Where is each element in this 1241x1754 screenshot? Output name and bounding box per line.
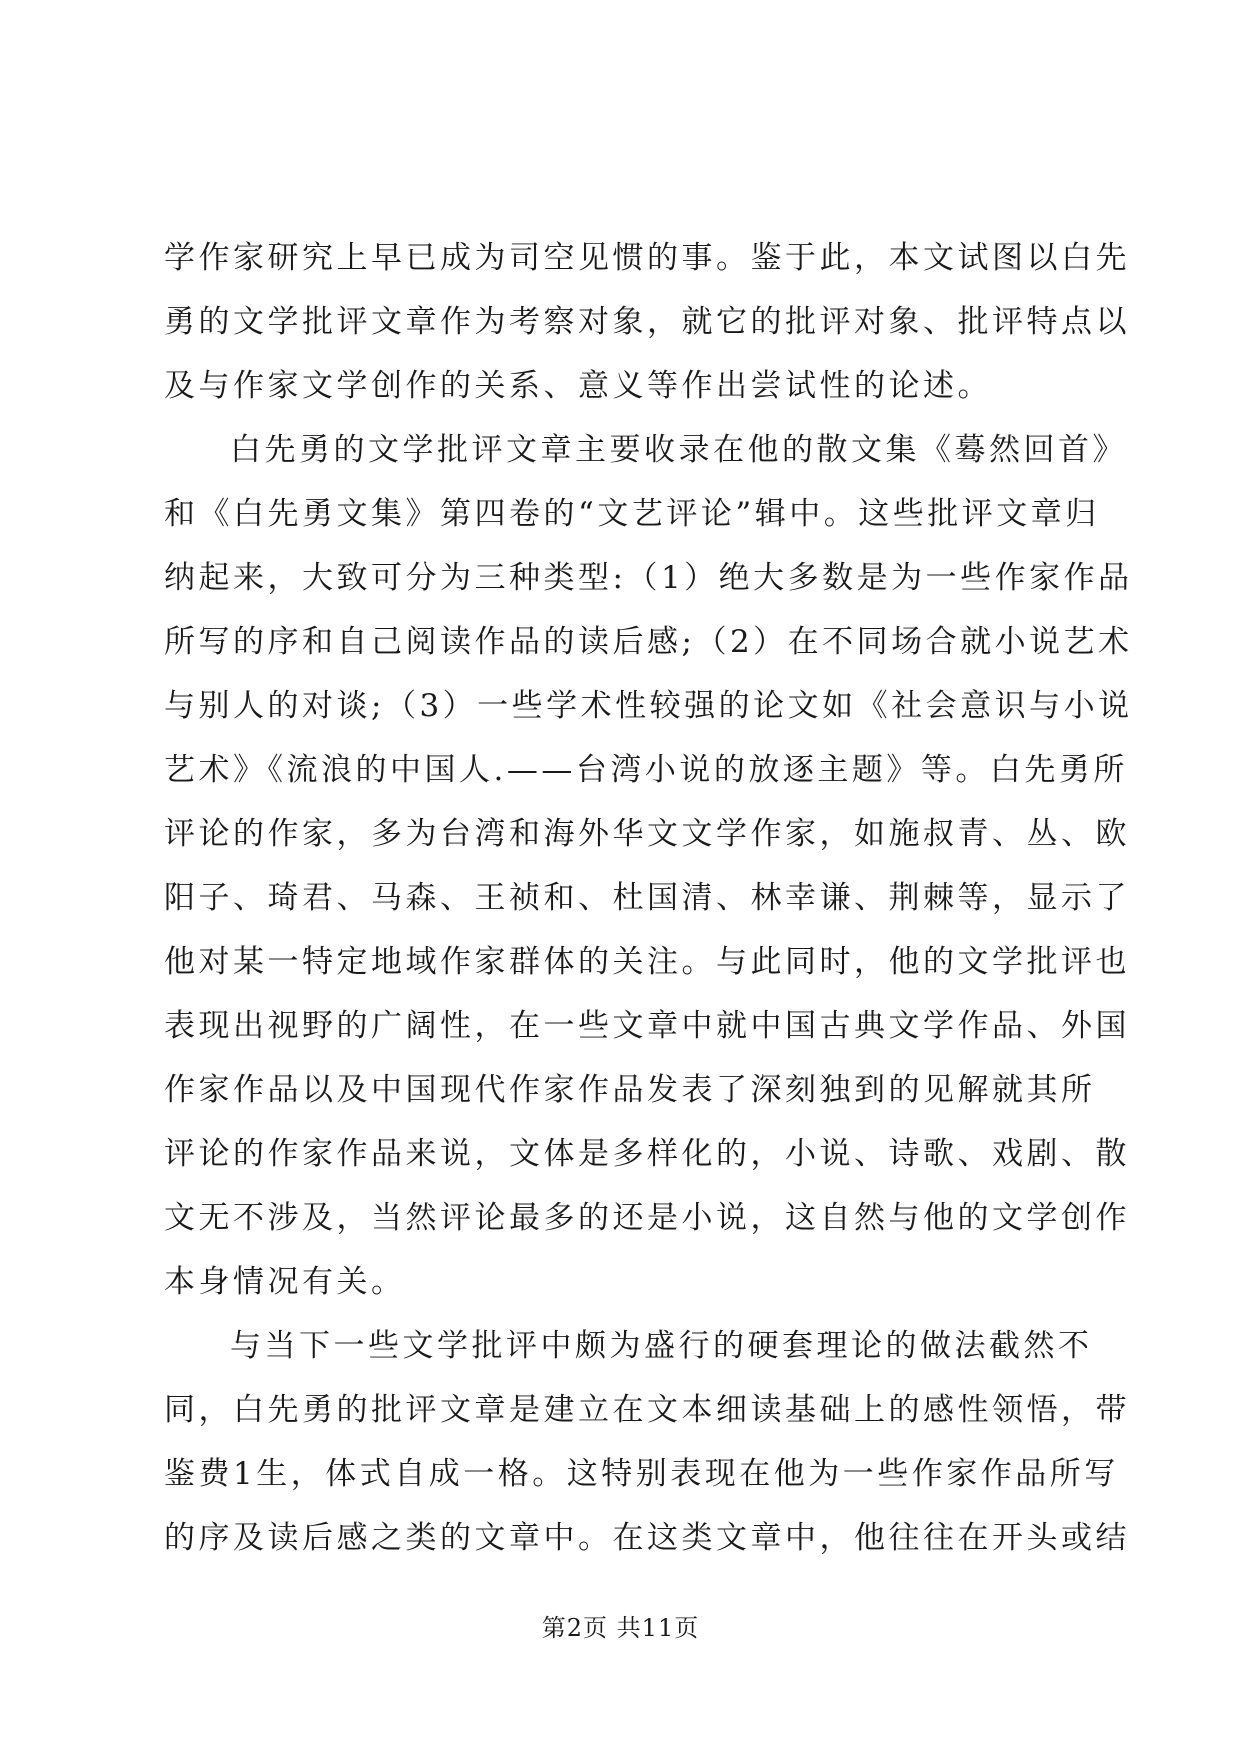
text-line: 所写的序和自己阅读作品的读后感;（2）在不同场合就小说艺术 xyxy=(164,624,1133,660)
paragraph-start-line: 与当下一些文学批评中颇为盛行的硬套理论的做法截然不 xyxy=(230,1328,1093,1364)
page-number-footer: 第2页 共11页 xyxy=(541,1614,700,1642)
text-line: 与别人的对谈;（3）一些学术性较强的论文如《社会意识与小说 xyxy=(164,688,1133,724)
text-line: 同，白先勇的批评文章是建立在文本细读基础上的感性领悟，带 xyxy=(164,1392,1130,1428)
text-line: 评论的作家，多为台湾和海外华文文学作家，如施叔青、丛、欧 xyxy=(164,816,1130,852)
text-line: 纳起来，大致可分为三种类型:（1）绝大多数是为一些作家作品 xyxy=(164,560,1133,596)
text-line: 他对某一特定地域作家群体的关注。与此同时，他的文学批评也 xyxy=(164,944,1130,980)
body-text xyxy=(164,226,1133,1570)
text-line: 阳子、琦君、马森、王祯和、杜国清、林幸谦、荆棘等，显示了 xyxy=(164,880,1130,916)
text-line: 及与作家文学创作的关系、意义等作出尝试性的论述。 xyxy=(164,368,992,404)
text-line: 作家作品以及中国现代作家作品发表了深刻独到的见解就其所 xyxy=(164,1072,1096,1108)
text-line: 本身情况有关。 xyxy=(164,1264,406,1300)
text-line: 勇的文学批评文章作为考察对象，就它的批评对象、批评特点以 xyxy=(164,304,1130,340)
text-line: 的序及读后感之类的文章中。在这类文章中，他往往在开头或结 xyxy=(164,1520,1130,1556)
text-line: 评论的作家作品来说，文体是多样化的，小说、诗歌、戏剧、散 xyxy=(164,1136,1130,1172)
text-line: 学作家研究上早已成为司空见惯的事。鉴于此，本文试图以白先 xyxy=(164,240,1130,276)
text-line: 艺术》《流浪的中国人.——台湾小说的放逐主题》等。白先勇所 xyxy=(164,752,1128,788)
text-line: 和《白先勇文集》第四卷的“文艺评论”辑中。这些批评文章归 xyxy=(164,496,1100,532)
text-line: 文无不涉及，当然评论最多的还是小说，这自然与他的文学创作 xyxy=(164,1200,1130,1236)
text-line: 鉴费1生，体式自成一格。这特别表现在他为一些作家作品所写 xyxy=(164,1456,1119,1492)
paragraph-start-line: 白先勇的文学批评文章主要收录在他的散文集《蓦然回首》 xyxy=(230,432,1127,468)
text-line: 表现出视野的广阔性，在一些文章中就中国古典文学作品、外国 xyxy=(164,1008,1130,1044)
